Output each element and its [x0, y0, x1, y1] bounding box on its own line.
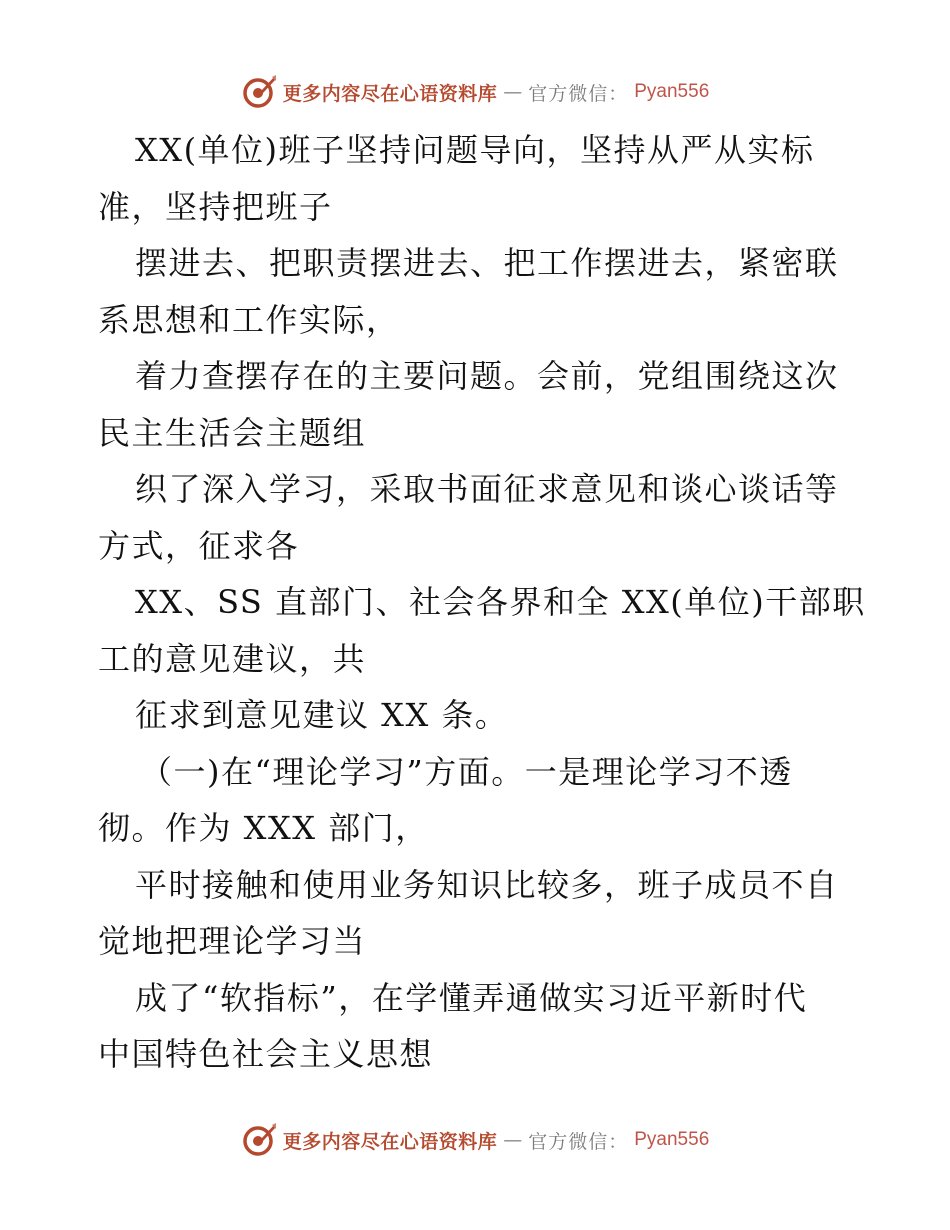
body-line: 准，坚持把班子	[98, 187, 333, 226]
body-line: 着力查摆存在的主要问题。会前，党组围绕这次	[135, 357, 839, 395]
watermark-separator: —	[503, 81, 523, 103]
body-line: 系思想和工作实际，	[98, 300, 400, 339]
watermark-wechat-id: Pyan556	[634, 81, 710, 102]
document-body	[98, 122, 866, 1083]
watermark-official-label: 官方微信：	[528, 82, 629, 105]
body-line: 中国特色社会主义思想	[98, 1035, 434, 1073]
body-line: 彻。作为 XXX 部门，	[98, 809, 429, 847]
watermark-main-text: 更多内容尽在心语资料库	[282, 1130, 498, 1153]
body-line: 工的意见建议，共	[98, 639, 367, 678]
footer-watermark	[0, 1120, 950, 1160]
body-line: 民主生活会主题组	[98, 413, 367, 452]
body-line: XX(单位)班子坚持问题导向，坚持从严从实标	[135, 131, 815, 169]
body-line: 织了深入学习，采取书面征求意见和谈心谈话等	[135, 470, 839, 508]
body-line: 觉地把理论学习当	[98, 922, 367, 960]
watermark-official-label: 官方微信：	[528, 1130, 629, 1153]
watermark-main-text: 更多内容尽在心语资料库	[282, 82, 498, 105]
pen-circle-logo-icon	[241, 74, 277, 110]
header-watermark	[0, 72, 950, 112]
watermark-wechat-id: Pyan556	[634, 1129, 710, 1150]
body-line: （一)在“理论学习”方面。一是理论学习不透	[140, 752, 793, 791]
watermark-separator: —	[503, 1129, 523, 1151]
body-line: 方式，征求各	[98, 526, 300, 565]
body-line: 征求到意见建议 XX 条。	[135, 696, 509, 734]
body-line: 摆进去、把职责摆进去、把工作摆进去，紧密联	[135, 244, 839, 282]
pen-circle-logo-icon	[241, 1122, 277, 1158]
body-line: 平时接触和使用业务知识比较多，班子成员不自	[135, 865, 839, 904]
body-line: 成了“软指标”，在学懂弄通做实习近平新时代	[135, 978, 808, 1017]
body-line: XX、SS 直部门、社会各界和全 XX(单位)干部职	[135, 583, 866, 621]
